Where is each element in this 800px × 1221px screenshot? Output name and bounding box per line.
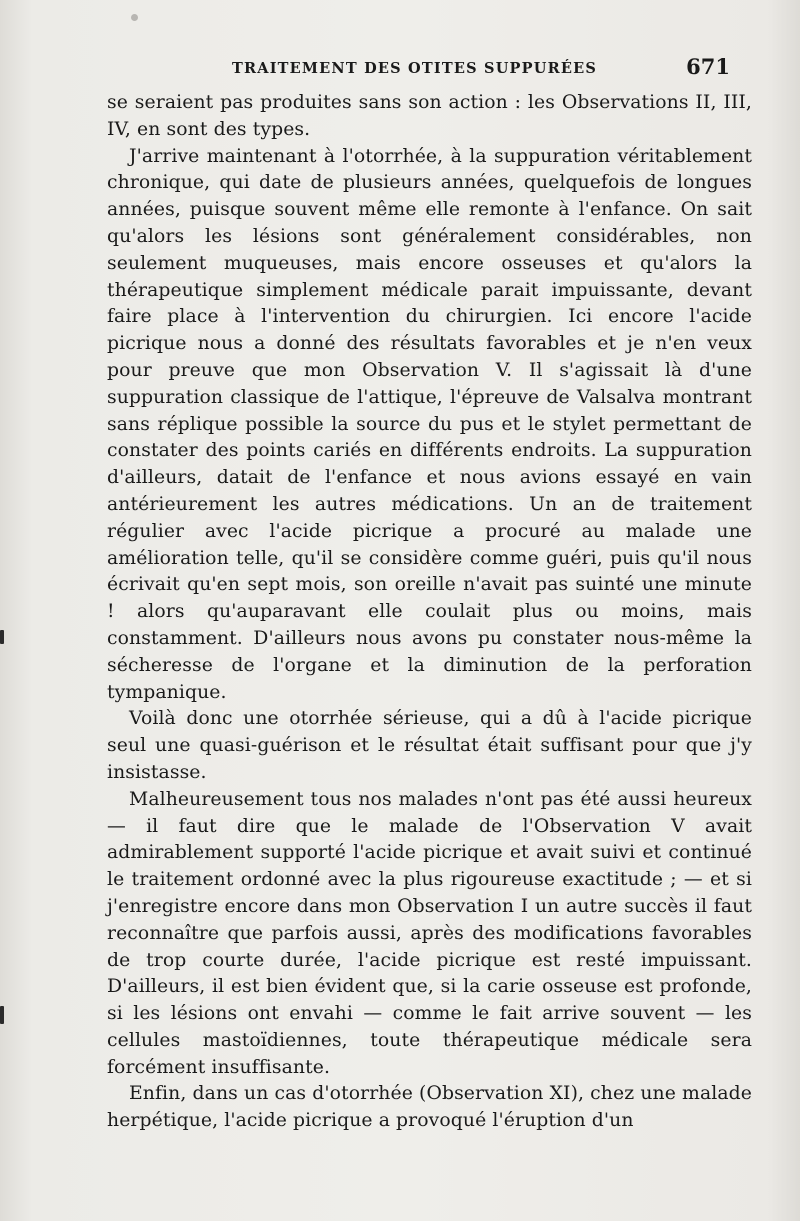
paragraph: Malheureusement tous nos malades n'ont pas été aussi heureux — il faut dire que le malade de l'Observation V avait admirablement supporté l'acide picrique et avait suivi et continué le traitement ordonné avec la plus rigoureuse exactitude ; — et si j'enregistre encore dans mon Observation I un autre succès il faut reconnaître que parfois aussi, après des modifications favorables de trop courte durée, l'acide picrique est resté impuissant. D'ailleurs, il est bien évident que, si la carie osseuse est profonde, si les lésions ont envahi — comme le fait arrive souvent — les cellules mastoïdiennes, toute thérapeutique médicale sera forcément insuffisante. bbox=[107, 788, 752, 1078]
binding-edge-mark bbox=[0, 1006, 4, 1024]
page-header bbox=[232, 56, 730, 84]
binding-edge-mark bbox=[0, 630, 4, 644]
paragraph: J'arrive maintenant à l'otorrhée, à la suppuration véritablement chronique, qui date de plusieurs années, quelquefois de longues années, puisque souvent même elle remonte à l'enfance. On sait qu'alors les lésions sont généralement considérables, non seulement muqueuses, mais encore osseuses et qu'alors la thérapeutique simplement médicale parait impuissante, devant faire place à l'intervention du chirurgien. Ici encore l'acide picrique nous a donné des résultats favorables et je n'en veux pour preuve que mon Observation V. Il s'agissait là d'une suppuration classique de l'attique, l'épreuve de Valsalva montrant sans réplique possible la source du pus et le stylet permettant de constater des points cariés en différents endroits. La suppuration d'ailleurs, datait de l'enfance et nous avions essayé en vain antérieurement les autres médications. Un an de traitement régulier avec l'acide picrique a procuré au malade une amélioration telle, qu'il se considère comme guéri, puis qu'il nous écrivait qu'en sept mois, son oreille n'avait pas suinté une minute ! alors qu'auparavant elle coulait plus ou moins, mais constamment. D'ailleurs nous avons pu constater nous-même la sécheresse de l'organe et la diminution de la perforation tympanique. bbox=[107, 145, 752, 703]
running-title: TRAITEMENT DES OTITES SUPPURÉES bbox=[232, 60, 598, 77]
paragraph: Voilà donc une otorrhée sérieuse, qui a dû à l'acide picrique seul une quasi-guérison et le résultat était suffisant pour que j'y insistasse. bbox=[107, 708, 752, 783]
paragraph: Enfin, dans un cas d'otorrhée (Observation XI), chez une malade herpétique, l'acide picrique a provoqué l'éruption d'un bbox=[107, 1083, 752, 1132]
body-text bbox=[107, 90, 752, 1135]
page-speck bbox=[131, 14, 138, 21]
paragraph: se seraient pas produites sans son action : les Observations II, III, IV, en sont des types. bbox=[107, 92, 752, 140]
page-number: 671 bbox=[686, 54, 730, 79]
